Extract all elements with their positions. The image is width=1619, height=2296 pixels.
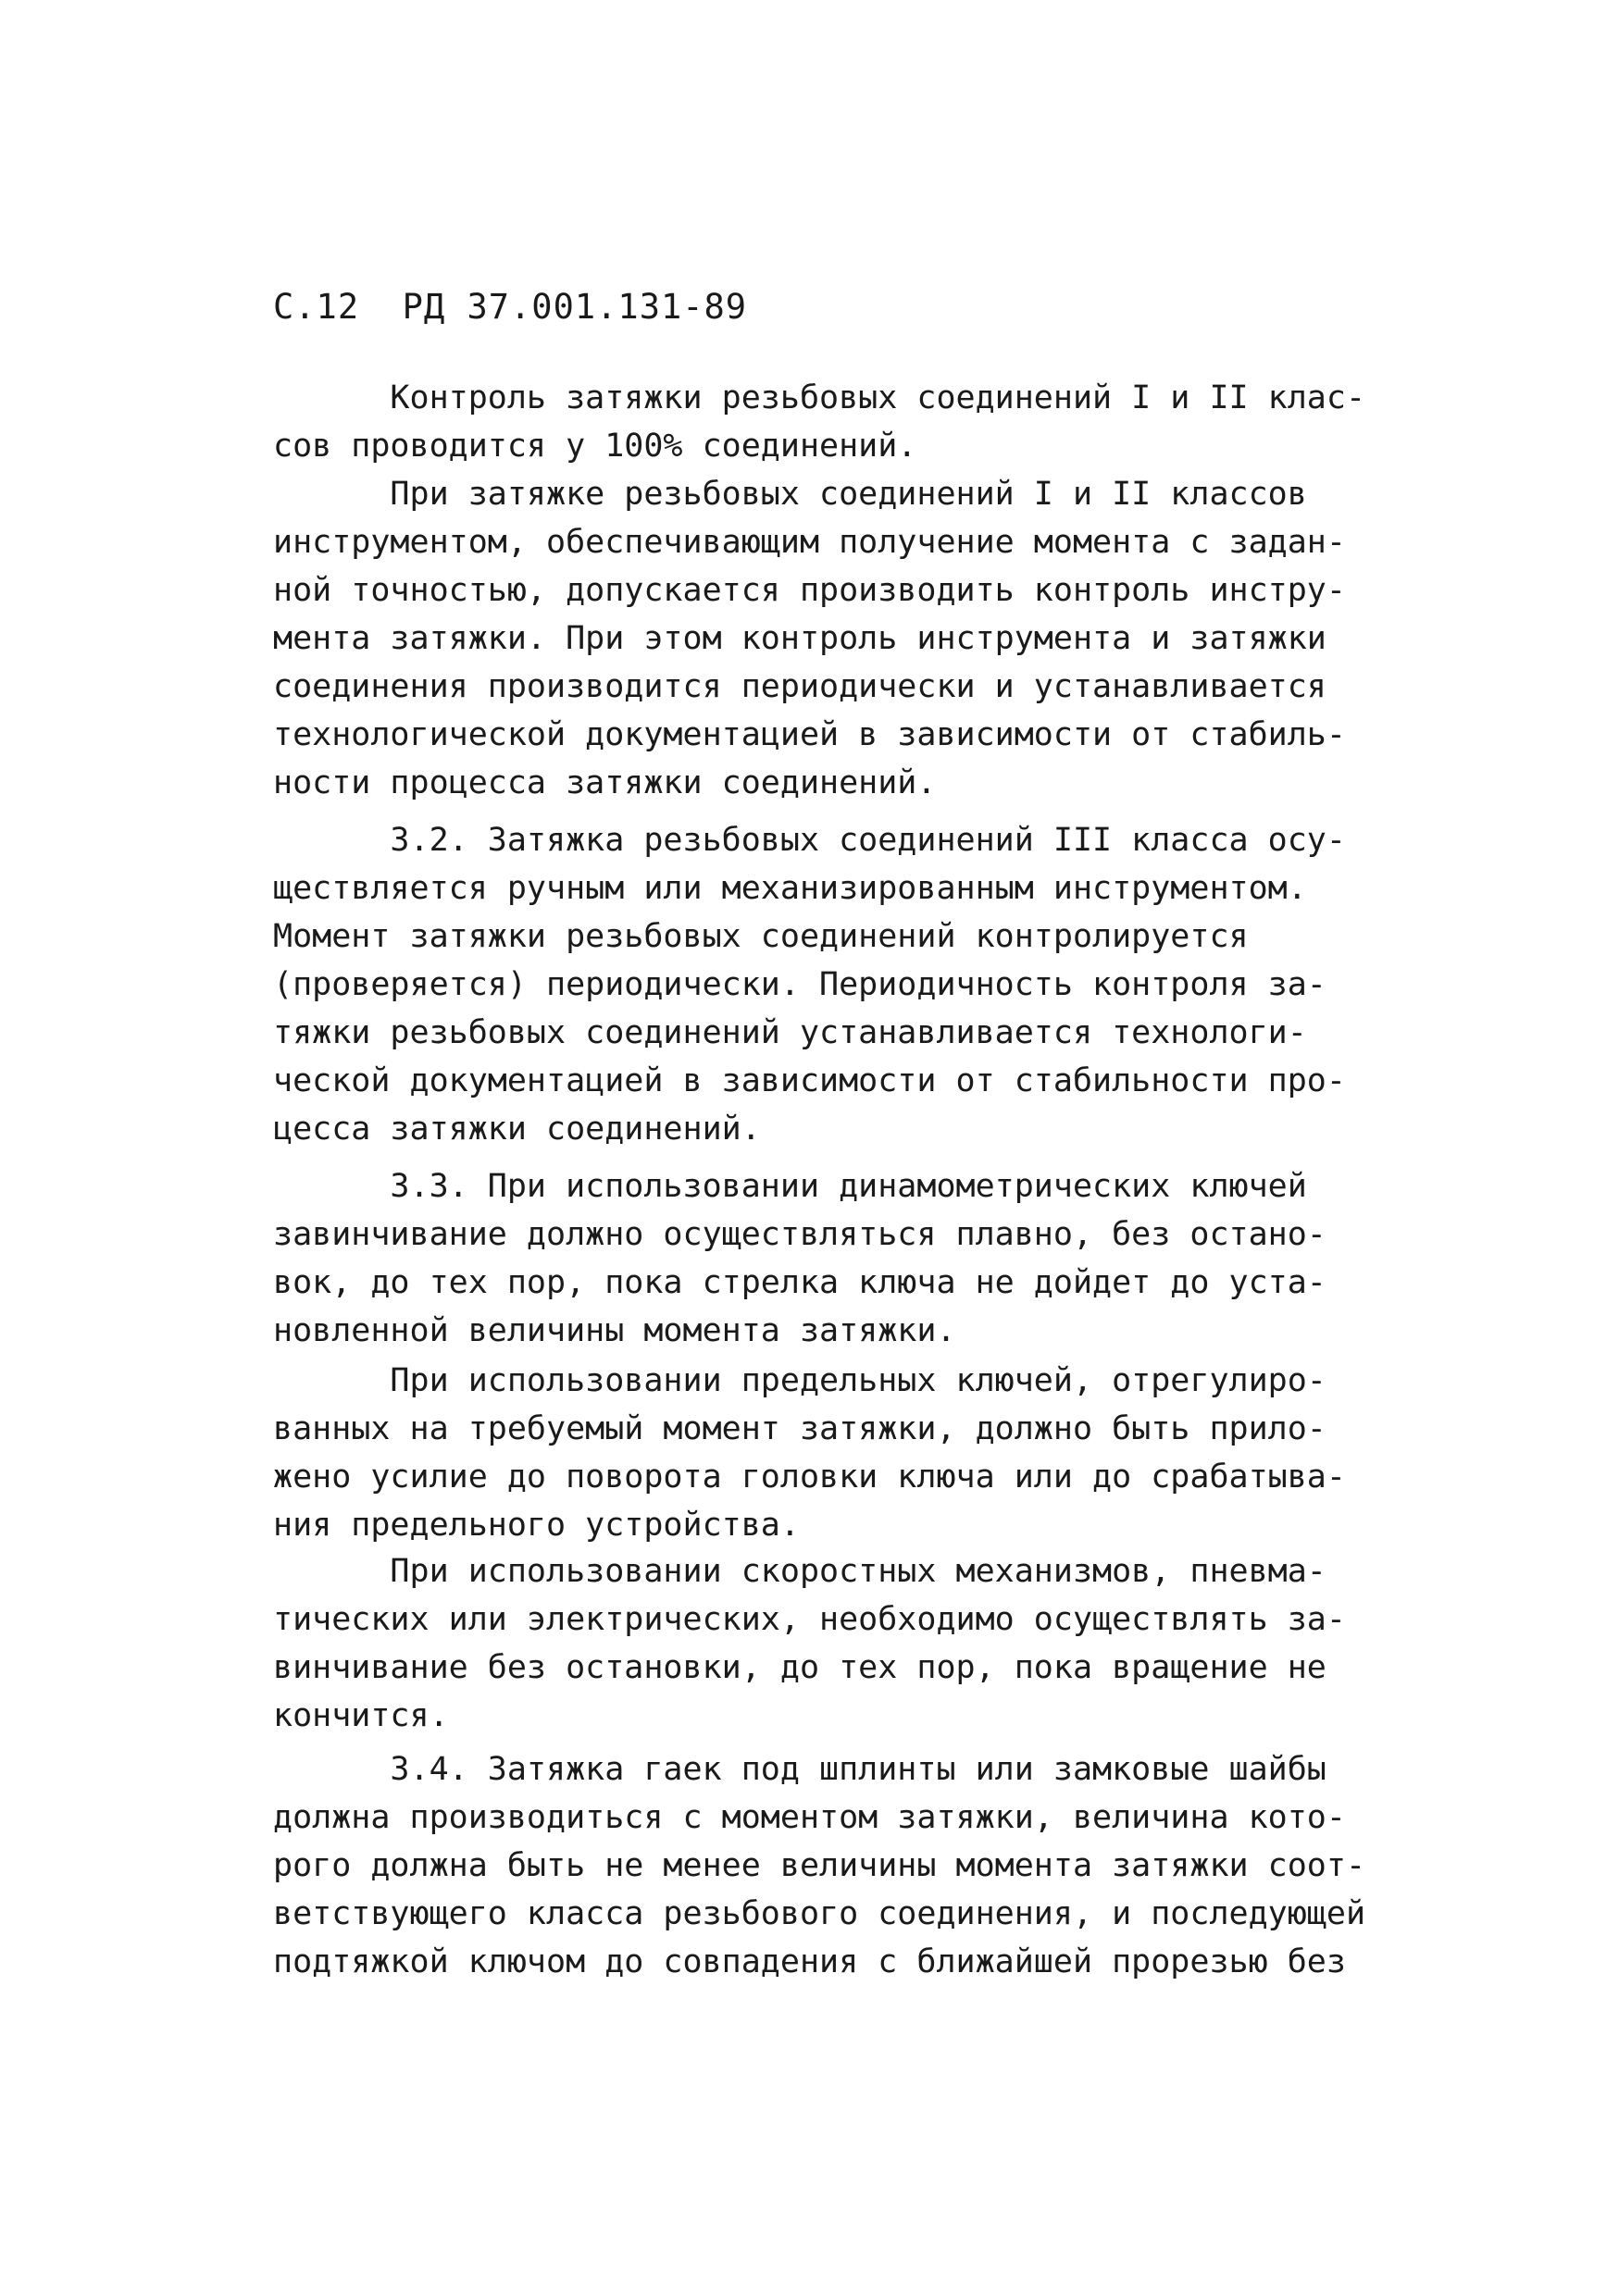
text-line: рого должна быть не менее величины момента затяжки соот- — [273, 1847, 1366, 1884]
text-line: 3.4. Затяжка гаек под шплинты или замковые шайбы — [273, 1751, 1326, 1788]
paragraph-limit-wrenches — [273, 1357, 1375, 1549]
text-line: (проверяется) периодически. Периодичность контроля за- — [273, 966, 1326, 1003]
text-line: ществляется ручным или механизированным инструментом. — [273, 870, 1307, 907]
text-line: тяжки резьбовых соединений устанавливается технологи- — [273, 1014, 1307, 1051]
text-line: ния предельного устройства. — [273, 1507, 800, 1544]
text-line: должна производиться с моментом затяжки, величина кото- — [273, 1799, 1346, 1836]
text-line: Момент затяжки резьбовых соединений контролируется — [273, 918, 1249, 955]
text-line: завинчивание должно осуществляться плавно, без остано- — [273, 1216, 1326, 1253]
text-line: ветствующего класса резьбового соединения, и последующей — [273, 1895, 1366, 1932]
paragraph-tightening-control — [273, 374, 1375, 470]
text-line: мента затяжки. При этом контроль инструмента и затяжки — [273, 620, 1326, 657]
text-line: ванных на требуемый момент затяжки, должно быть прило- — [273, 1410, 1326, 1447]
text-line: соединения производится периодически и устанавливается — [273, 668, 1326, 705]
text-line: При затяжке резьбовых соединений I и II классов — [273, 476, 1307, 513]
text-line: сов проводится у 100% соединений. — [273, 428, 917, 465]
paragraph-3-4 — [273, 1745, 1375, 1986]
page-header: С.12 РД 37.001.131-89 — [273, 287, 748, 327]
text-line: инструментом, обеспечивающим получение момента с задан- — [273, 524, 1346, 561]
text-line: При использовании предельных ключей, отрегулиро- — [273, 1362, 1326, 1399]
text-line: 3.2. Затяжка резьбовых соединений III класса осу- — [273, 822, 1346, 859]
text-line: новленной величины момента затяжки. — [273, 1312, 956, 1349]
text-line: ной точностью, допускается производить контроль инстру- — [273, 572, 1346, 609]
text-line: тических или электрических, необходимо осуществлять за- — [273, 1601, 1346, 1638]
text-line: ческой документацией в зависимости от стабильности про- — [273, 1062, 1346, 1099]
text-line: жено усилие до поворота головки ключа или до срабатыва- — [273, 1458, 1346, 1496]
text-line: винчивание без остановки, до тех пор, пока вращение не — [273, 1649, 1326, 1686]
paragraph-3-3 — [273, 1162, 1375, 1355]
text-line: кончится. — [273, 1697, 449, 1734]
paragraph-high-speed-tools — [273, 1547, 1375, 1740]
paragraph-3-2 — [273, 816, 1375, 1153]
paragraph-instrument-control — [273, 470, 1375, 807]
text-line: 3.3. При использовании динамометрических ключей — [273, 1168, 1307, 1205]
text-line: ности процесса затяжки соединений. — [273, 764, 937, 801]
text-line: При использовании скоростных механизмов, пневма- — [273, 1553, 1326, 1590]
text-line: подтяжкой ключом до совпадения с ближайшей прорезью без — [273, 1943, 1346, 1980]
text-line: цесса затяжки соединений. — [273, 1111, 761, 1148]
text-line: технологической документацией в зависимости от стабиль- — [273, 716, 1346, 753]
text-line: Контроль затяжки резьбовых соединений I и II клас- — [273, 379, 1366, 416]
text-line: вок, до тех пор, пока стрелка ключа не дойдет до уста- — [273, 1264, 1326, 1301]
